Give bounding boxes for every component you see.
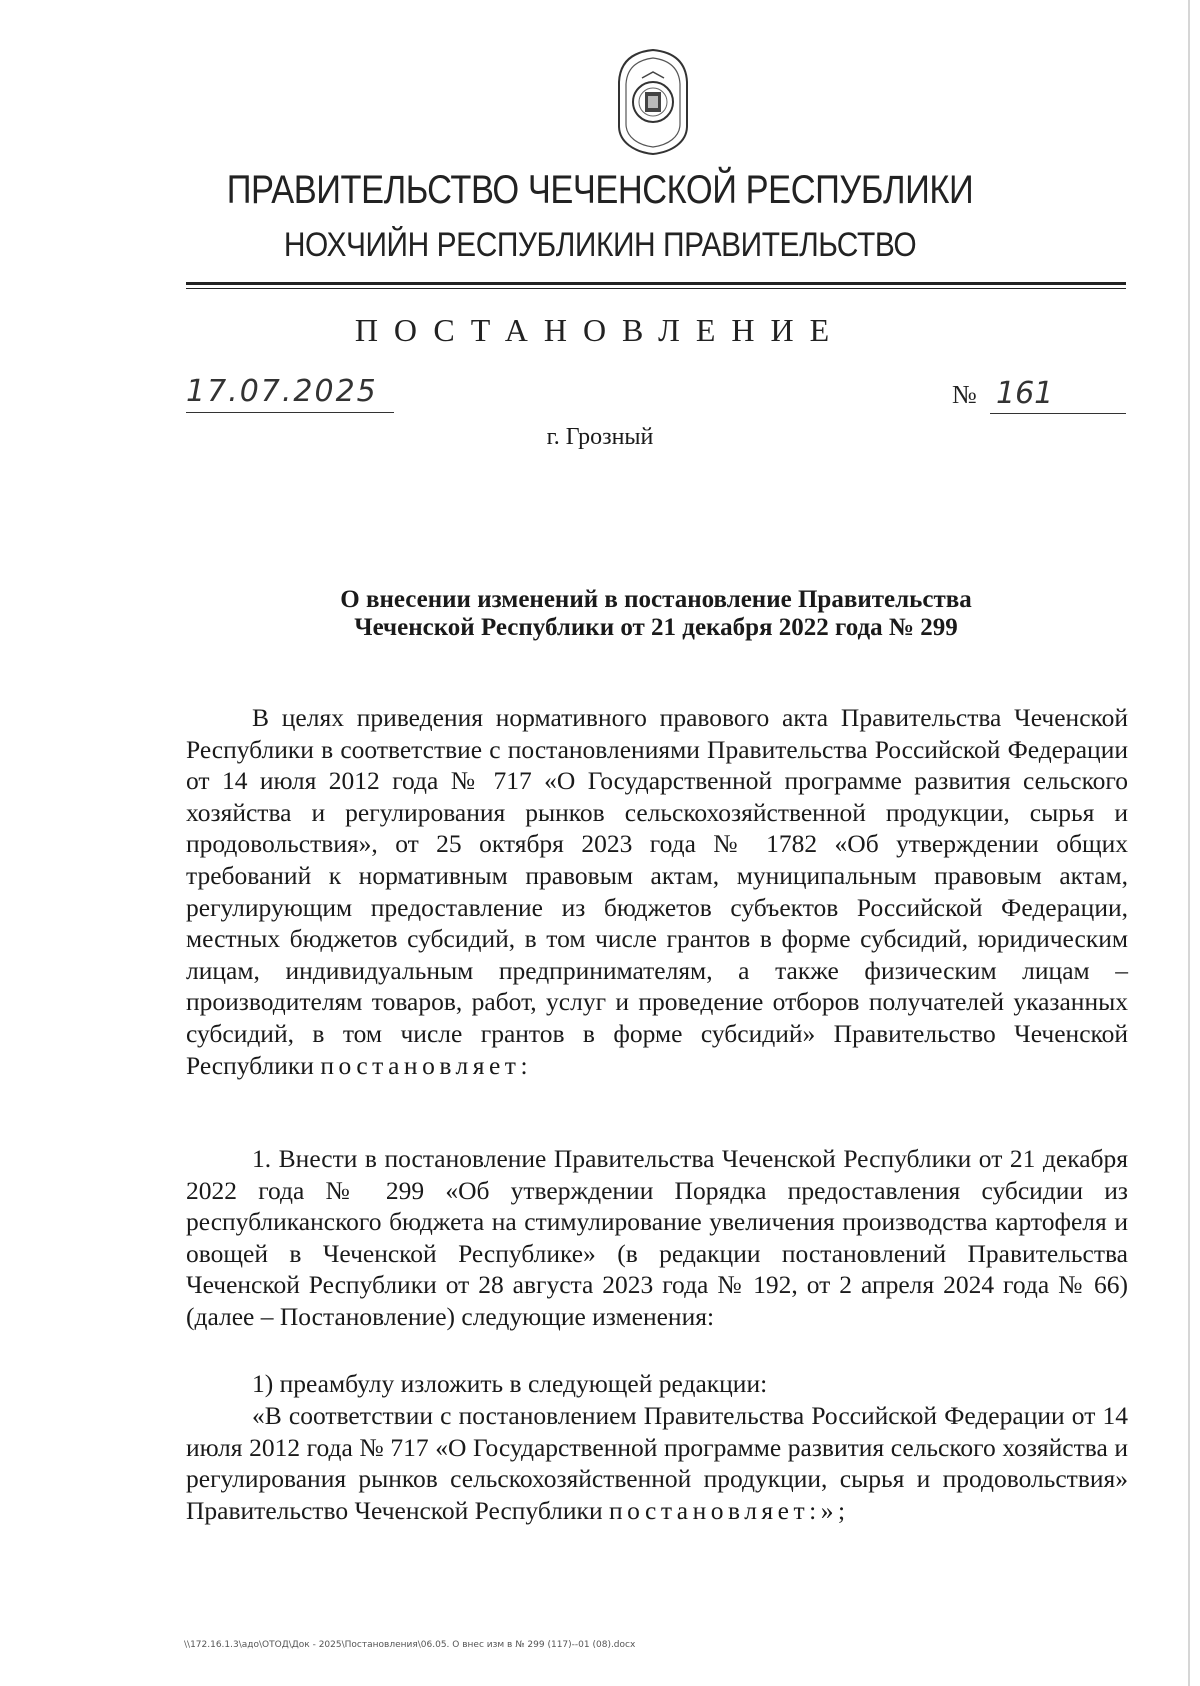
title-line-1: О внесении изменений в постановление Правительства xyxy=(340,586,972,613)
preamble-text: В целях приведения нормативного правового акта Правительства Чеченской Республики в соответствие с постановлениями Правительства Российской Федерации от 14 июля 2012 года № 717 «О Государственной программе развития сельского хозяйства и регулирования рынков сельскохозяйственной продукции, сырья и продовольствия», от 25 октября 2023 года № 1782 «Об утверждении общих требований к нормативным правовым актам, муниципальным правовым актам, регулирующим предоставление из бюджетов субъектов Российской Федерации, местных бюджетов субсидий, в том числе грантов в форме субсидий, юридическим лицам, индивидуальным предпринимателям, а также физическим лицам – производителям товаров, работ, услуг и проведение отборов получателей указанных субсидий, в том числе грантов в форме субсидий» Правительство Чеченской Республики xyxy=(186,703,1128,1080)
document-date: 17.07.2025 xyxy=(186,372,394,413)
subitem-1-text: 1) преамбулу изложить в следующей редакции: xyxy=(252,1369,768,1398)
scan-edge xyxy=(1188,0,1190,1686)
header-divider xyxy=(186,282,1126,285)
paragraph-subitem-1 xyxy=(186,1368,1128,1400)
org-name-ce: НОХЧИЙН РЕСПУБЛИКИН ПРАВИТЕЛЬСТВО xyxy=(283,226,917,264)
document-type: ПОСТАНОВЛЕНИЕ xyxy=(354,312,846,348)
number-sign: № xyxy=(952,380,977,409)
file-path-footer: \\172.16.1.3\адо\ОТОД\Док - 2025\Постановления\06.05. О внес изм в № 299 (117)--01 (08).docx xyxy=(184,1640,636,1650)
paragraph-new-preamble xyxy=(186,1400,1128,1526)
title-line-2: Чеченской Республики от 21 декабря 2022 года № 299 xyxy=(354,614,958,641)
new-preamble-verb: постановляет:»; xyxy=(608,1495,850,1525)
org-name-ru: ПРАВИТЕЛЬСТВО ЧЕЧЕНСКОЙ РЕСПУБЛИКИ xyxy=(226,168,974,212)
preamble-verb: постановляет: xyxy=(320,1050,533,1080)
document-title xyxy=(186,586,1126,642)
item-1-text: 1. Внести в постановление Правительства Чеченской Республики от 21 декабря 2022 года № 299 «Об утверждении Порядка предоставления субсидии из республиканского бюджета на стимулирование увеличения производства картофеля и овощей в Чеченской Республике» (в редакции постановлений Правительства Чеченской Республики от 28 августа 2023 года № 192, от 2 апреля 2024 года № 66) (далее – Постановление) следующие изменения: xyxy=(186,1144,1128,1331)
coat-of-arms-icon xyxy=(614,48,692,156)
paragraph-item-1 xyxy=(186,1143,1128,1333)
new-preamble-text: «В соответствии с постановлением Правительства Российской Федерации от 14 июля 2012 года № 717 «О Государственной программе развития сельского хозяйства и регулирования рынков сельскохозяйственной продукции, сырья и продовольствия» Правительство Чеченской Республики xyxy=(186,1401,1128,1525)
city: г. Грозный xyxy=(546,424,654,450)
document-number: 161 xyxy=(990,374,1126,414)
paragraph-preamble xyxy=(186,702,1128,1081)
header-divider-thin xyxy=(186,288,1126,289)
